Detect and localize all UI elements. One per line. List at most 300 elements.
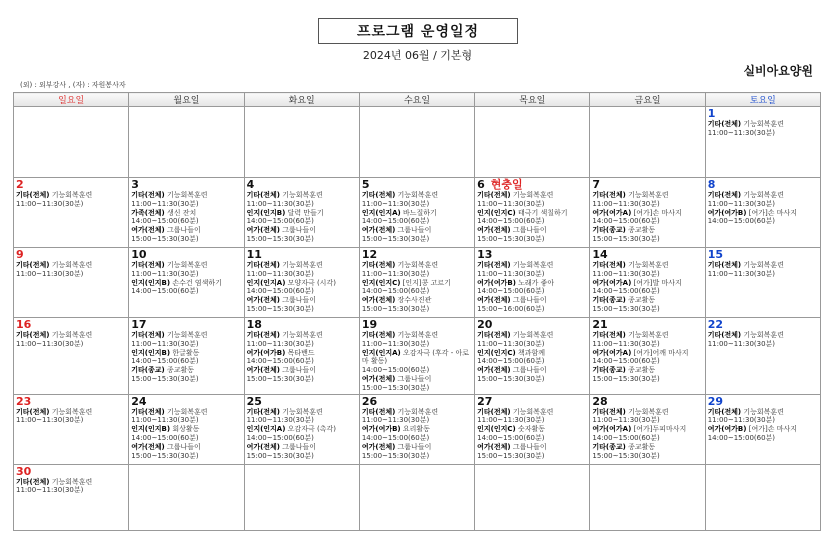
calendar-day-cell xyxy=(475,107,590,178)
day-number-value: 15 xyxy=(707,248,723,261)
program-name: 종교활동 xyxy=(166,366,195,375)
calendar-day-cell xyxy=(244,248,359,318)
program-entry xyxy=(247,366,357,384)
program-entry xyxy=(362,408,472,426)
program-entry xyxy=(477,279,587,297)
calendar-day-cell xyxy=(359,318,474,395)
program-entry xyxy=(362,443,472,461)
weekday-header-sat: 토요일 xyxy=(705,93,820,107)
weekday-header-thu: 목요일 xyxy=(475,93,590,107)
program-category: 기타(전체) xyxy=(707,407,742,416)
program-name: 그룹나들이 xyxy=(397,374,432,383)
program-entry xyxy=(131,226,241,244)
day-number-value: 21 xyxy=(592,318,608,331)
calendar-day-cell xyxy=(590,178,705,248)
program-entry xyxy=(592,366,702,384)
calendar-day-cell xyxy=(244,107,359,178)
calendar-day-cell xyxy=(244,318,359,395)
program-entry xyxy=(477,408,587,426)
program-category: 여가(전체) xyxy=(477,366,511,375)
program-name: 생신 잔치 xyxy=(166,208,197,217)
program-name: [여가]두피마사지 xyxy=(633,425,687,434)
program-time: 14:00~15:00(60분) xyxy=(361,366,430,375)
calendar-week-row xyxy=(14,248,821,318)
day-number-value: 29 xyxy=(707,394,723,408)
program-category: 인지(인지B) xyxy=(131,425,171,434)
day-number-value: 16 xyxy=(16,318,32,331)
day-number-value: 1 xyxy=(707,107,716,120)
day-number-value: 12 xyxy=(361,248,378,261)
program-category: 기타(전체) xyxy=(707,191,742,199)
program-time: 15:00~16:00(60분) xyxy=(477,304,545,313)
day-number-value: 9 xyxy=(16,248,24,261)
program-name: 기능회복훈련 xyxy=(51,477,93,486)
program-category: 여가(전체) xyxy=(246,226,281,235)
program-time: 15:00~15:30(30분) xyxy=(477,451,545,460)
program-name: 종교활동 xyxy=(628,296,656,305)
program-entry xyxy=(131,349,241,367)
program-category: 기타(전체) xyxy=(131,407,165,416)
program-entry xyxy=(362,191,472,209)
program-time: 11:00~11:30(30분) xyxy=(16,486,84,495)
day-number-value: 13 xyxy=(477,248,493,261)
program-entry xyxy=(131,331,241,349)
day-number-value: 23 xyxy=(16,394,32,408)
calendar-week-row xyxy=(14,178,821,248)
program-time: 11:00~11:30(30분) xyxy=(246,416,314,425)
program-category: 기타(전체) xyxy=(361,261,396,269)
calendar-day-cell xyxy=(244,464,359,530)
calendar-day-cell xyxy=(475,248,590,318)
program-category: 여가(전체) xyxy=(246,366,281,375)
day-number xyxy=(131,396,241,408)
calendar-day-cell xyxy=(14,178,129,248)
day-number xyxy=(477,179,587,191)
program-name: 그룹나들이 xyxy=(397,442,432,451)
program-time: 15:00~15:30(30분) xyxy=(246,304,314,313)
program-entry xyxy=(477,331,587,349)
program-category: 가족(전체) xyxy=(131,208,165,217)
program-name: 기능회복훈련 xyxy=(512,261,554,269)
calendar-day-cell xyxy=(590,318,705,395)
program-time: 11:00~11:30(30분) xyxy=(477,339,545,348)
program-time: 15:00~15:30(30분) xyxy=(592,374,660,383)
program-time: 11:00~11:30(30분) xyxy=(246,269,314,278)
program-name: 한글활동 xyxy=(172,348,200,357)
program-name: 달력 만들기 xyxy=(287,208,324,217)
program-entry xyxy=(592,261,702,279)
calendar-day-cell xyxy=(590,394,705,464)
day-number xyxy=(362,179,472,191)
program-category: 기타(종교) xyxy=(592,442,626,451)
calendar-day-cell xyxy=(475,394,590,464)
program-name: 기능회복훈련 xyxy=(51,407,93,416)
program-name: 손수건 염색하기 xyxy=(172,278,222,287)
program-entry xyxy=(362,261,472,279)
program-entry xyxy=(247,209,357,227)
calendar-day-cell xyxy=(129,394,244,464)
calendar-day-cell xyxy=(705,107,820,178)
program-entry xyxy=(247,279,357,297)
program-category: 인지(인지A) xyxy=(361,208,401,217)
program-category: 인지(인지B) xyxy=(131,348,171,357)
program-time: 11:00~11:30(30분) xyxy=(477,416,545,425)
day-number-value: 20 xyxy=(477,318,493,331)
program-name: 기능회복훈련 xyxy=(166,331,208,339)
program-category: 기타(전체) xyxy=(131,331,165,339)
day-number-value: 7 xyxy=(592,178,601,191)
program-category: 인지(인지A) xyxy=(361,348,401,357)
program-entry xyxy=(247,261,357,279)
calendar-day-cell xyxy=(359,248,474,318)
program-name: 오감자극 (후각 - 아로마 활동) xyxy=(361,348,469,366)
program-category: 기타(전체) xyxy=(131,191,165,199)
program-time: 11:00~11:30(30분) xyxy=(477,269,545,278)
program-name: 기능회복훈련 xyxy=(51,261,93,269)
program-time: 11:00~11:30(30분) xyxy=(361,339,430,348)
page-subtitle: 2024년 06월 / 기본형 xyxy=(362,49,473,62)
program-name: 그룹나들이 xyxy=(166,226,201,235)
program-category: 인지(인지A) xyxy=(246,425,286,434)
program-category: 기타(전체) xyxy=(16,331,50,339)
program-name: 그룹나들이 xyxy=(282,442,317,451)
program-category: 기타(전체) xyxy=(477,407,511,416)
program-name: 기능회복훈련 xyxy=(512,407,554,416)
calendar-day-cell xyxy=(359,464,474,530)
program-category: 기타(전체) xyxy=(246,407,281,416)
program-time: 11:00~11:30(30분) xyxy=(707,269,776,278)
program-name: 기능회복훈련 xyxy=(51,331,93,339)
program-category: 여가(여가B) xyxy=(707,425,747,434)
program-time: 14:00~15:00(60분) xyxy=(131,433,199,442)
weekday-header-wed: 수요일 xyxy=(359,93,474,107)
calendar-table xyxy=(13,92,821,531)
program-category: 기타(전체) xyxy=(477,191,511,199)
program-category: 기타(전체) xyxy=(592,407,626,416)
day-number-value: 24 xyxy=(131,394,147,408)
day-number-value: 17 xyxy=(131,318,147,331)
day-number xyxy=(708,179,818,191)
program-time: 14:00~15:00(60분) xyxy=(592,357,660,366)
legend-note: (외) : 외부강사 , (자) : 자원봉사자 xyxy=(20,81,126,89)
program-entry xyxy=(477,261,587,279)
program-entry xyxy=(592,226,702,244)
program-name: 그룹나들이 xyxy=(512,366,547,375)
calendar-day-cell xyxy=(14,464,129,530)
program-entry xyxy=(131,279,241,297)
program-category: 기타(종교) xyxy=(592,226,626,235)
calendar-week-row xyxy=(14,107,821,178)
day-number-value: 6 xyxy=(477,178,485,191)
day-number xyxy=(362,396,472,408)
program-entry xyxy=(362,209,472,227)
program-entry xyxy=(477,191,587,209)
program-time: 11:00~11:30(30분) xyxy=(131,416,199,425)
program-time: 14:00~15:00(60분) xyxy=(361,287,430,296)
program-time: 11:00~11:30(30분) xyxy=(592,339,660,348)
calendar-day-cell xyxy=(590,107,705,178)
page-title xyxy=(318,18,518,44)
program-name: 기능회복훈련 xyxy=(628,407,669,416)
program-name: 장수사진관 xyxy=(397,296,432,305)
program-entry xyxy=(708,209,818,227)
program-entry xyxy=(16,331,126,349)
program-name: 기능회복훈련 xyxy=(512,331,554,339)
day-number xyxy=(16,249,126,261)
program-name: 기능회복훈련 xyxy=(628,261,669,269)
day-number xyxy=(477,249,587,261)
program-name: 노래가 좋아 xyxy=(518,278,555,287)
program-category: 여가(전체) xyxy=(361,226,396,235)
program-name: 종교활동 xyxy=(628,226,656,235)
program-entry xyxy=(16,408,126,426)
program-category: 기타(전체) xyxy=(131,261,165,269)
program-name: 그룹나들이 xyxy=(397,226,432,235)
weekday-header-tue: 화요일 xyxy=(244,93,359,107)
program-category: 인지(인지A) xyxy=(246,278,286,287)
day-number-value: 2 xyxy=(16,178,24,191)
program-time: 11:00~11:30(30분) xyxy=(16,199,84,208)
program-name: 기능회복훈련 xyxy=(628,331,669,339)
calendar-day-cell xyxy=(359,107,474,178)
program-name: 기능회복훈련 xyxy=(743,331,784,339)
program-time: 11:00~11:30(30분) xyxy=(707,128,776,137)
program-time: 15:00~15:30(30분) xyxy=(477,374,545,383)
calendar-day-cell xyxy=(244,394,359,464)
day-number-value: 8 xyxy=(707,178,716,191)
program-time: 14:00~15:00(60분) xyxy=(246,357,314,366)
program-entry xyxy=(362,425,472,443)
day-number-value: 22 xyxy=(707,318,723,331)
weekday-header-fri: 금요일 xyxy=(590,93,705,107)
holiday-label: 현충일 xyxy=(490,178,523,191)
program-entry xyxy=(708,425,818,443)
day-number xyxy=(16,466,126,478)
calendar-day-cell xyxy=(244,178,359,248)
facility-name: 실비아요양원 xyxy=(743,64,813,78)
program-time: 15:00~15:30(30분) xyxy=(246,234,314,243)
program-name: 바느질하기 xyxy=(402,208,437,217)
program-category: 여가(전체) xyxy=(361,374,396,383)
program-category: 기타(전체) xyxy=(16,261,50,269)
day-number xyxy=(708,319,818,331)
program-time: 15:00~15:30(30분) xyxy=(131,374,199,383)
program-category: 여가(전체) xyxy=(246,296,281,305)
program-time: 14:00~15:00(60분) xyxy=(131,287,199,296)
program-name: [여가]손 마사지 xyxy=(748,208,797,217)
program-category: 여가(여가B) xyxy=(246,348,286,357)
program-entry xyxy=(592,408,702,426)
program-category: 인지(인지B) xyxy=(246,208,286,217)
program-name: 목타밴드 xyxy=(287,348,315,357)
calendar-day-cell xyxy=(129,178,244,248)
day-number xyxy=(362,319,472,331)
program-time: 11:00~11:30(30분) xyxy=(361,269,430,278)
program-name: 그룹나들이 xyxy=(282,226,317,235)
calendar-day-cell xyxy=(14,318,129,395)
program-name: 기능회복훈련 xyxy=(166,407,208,416)
program-entry xyxy=(131,261,241,279)
program-category: 기타(전체) xyxy=(592,331,626,339)
program-category: 여가(여가A) xyxy=(592,425,632,434)
program-category: 여가(여가B) xyxy=(361,425,401,434)
program-name: 그룹나들이 xyxy=(282,296,317,305)
calendar-day-cell xyxy=(14,248,129,318)
program-category: 기타(전체) xyxy=(246,191,281,199)
day-number xyxy=(708,108,818,120)
program-entry xyxy=(131,209,241,227)
program-entry xyxy=(131,191,241,209)
program-entry xyxy=(247,425,357,443)
day-number-value: 28 xyxy=(592,394,608,408)
program-name: [여가]손 마사지 xyxy=(748,425,797,434)
program-name: 기능회복훈련 xyxy=(397,407,439,416)
program-entry xyxy=(247,296,357,314)
program-entry xyxy=(592,279,702,297)
program-category: 기타(종교) xyxy=(592,296,626,305)
program-entry xyxy=(592,331,702,349)
program-time: 11:00~11:30(30분) xyxy=(246,199,314,208)
program-category: 여가(전체) xyxy=(131,226,165,235)
program-name: 기능회복훈련 xyxy=(743,407,784,416)
program-entry xyxy=(247,408,357,426)
program-name: 그룹나들이 xyxy=(166,442,201,451)
program-time: 14:00~15:00(60분) xyxy=(477,357,545,366)
calendar-day-cell xyxy=(475,464,590,530)
program-time: 11:00~11:30(30분) xyxy=(131,269,199,278)
program-name: 기능회복훈련 xyxy=(628,191,669,199)
program-name: 그룹나들이 xyxy=(512,442,547,451)
program-category: 기타(전체) xyxy=(707,331,742,339)
day-number-value: 4 xyxy=(246,178,255,191)
program-category: 기타(전체) xyxy=(361,191,396,199)
program-time: 14:00~15:00(60분) xyxy=(592,217,660,226)
calendar-day-cell xyxy=(475,318,590,395)
program-entry xyxy=(708,120,818,138)
calendar-day-cell xyxy=(14,394,129,464)
program-entry xyxy=(247,331,357,349)
program-entry xyxy=(477,209,587,227)
program-time: 14:00~15:00(60분) xyxy=(246,217,314,226)
day-number xyxy=(247,319,357,331)
program-entry xyxy=(131,408,241,426)
calendar-week-row xyxy=(14,464,821,530)
program-name: 기능회복훈련 xyxy=(397,191,439,199)
program-entry xyxy=(362,279,472,297)
program-name: 책과함께 xyxy=(517,348,546,357)
program-category: 기타(종교) xyxy=(592,366,626,375)
day-number xyxy=(477,396,587,408)
program-time: 11:00~11:30(30분) xyxy=(361,199,430,208)
page-title-text: 프로그램 운영일정 xyxy=(356,24,480,40)
program-category: 기타(전체) xyxy=(246,261,281,269)
day-number-value: 5 xyxy=(361,178,370,191)
program-category: 여가(전체) xyxy=(477,296,511,305)
program-entry xyxy=(708,261,818,279)
program-name: 모양자극 (시각) xyxy=(287,278,336,287)
day-number-value: 25 xyxy=(246,394,262,408)
program-entry xyxy=(708,331,818,349)
program-category: 인지(인지B) xyxy=(131,278,171,287)
program-entry xyxy=(592,443,702,461)
program-name: 기능회복훈련 xyxy=(166,261,208,269)
program-time: 14:00~15:00(60분) xyxy=(246,287,314,296)
program-name: 그룹나들이 xyxy=(512,296,547,305)
calendar-day-cell xyxy=(475,178,590,248)
program-time: 15:00~15:30(30분) xyxy=(592,234,660,243)
day-number xyxy=(592,396,702,408)
program-entry xyxy=(131,366,241,384)
weekday-header-row xyxy=(14,93,821,107)
day-number-value: 30 xyxy=(16,464,32,478)
day-number xyxy=(131,249,241,261)
program-time: 15:00~15:30(30분) xyxy=(361,234,430,243)
program-name: 기능회복훈련 xyxy=(397,331,439,339)
program-name: [여가]손 마사지 xyxy=(633,208,682,217)
program-time: 11:00~11:30(30분) xyxy=(707,339,776,348)
program-time: 11:00~11:30(30분) xyxy=(592,269,660,278)
calendar-day-cell xyxy=(359,178,474,248)
program-time: 15:00~15:30(30분) xyxy=(131,451,199,460)
program-name: 그룹나들이 xyxy=(282,366,317,375)
program-time: 15:00~15:30(30분) xyxy=(361,451,430,460)
program-category: 인지(인지C) xyxy=(477,208,516,217)
calendar-day-cell xyxy=(590,464,705,530)
program-category: 여가(전체) xyxy=(477,442,511,451)
program-name: 숫자활동 xyxy=(517,425,546,434)
program-entry xyxy=(477,226,587,244)
day-number xyxy=(247,249,357,261)
program-entry xyxy=(592,191,702,209)
program-category: 인지(인지C) xyxy=(477,348,516,357)
program-name: 기능회복훈련 xyxy=(282,331,323,339)
program-category: 기타(전체) xyxy=(477,331,511,339)
calendar-day-cell xyxy=(359,394,474,464)
calendar-day-cell xyxy=(129,107,244,178)
program-time: 14:00~15:00(60분) xyxy=(131,357,199,366)
program-entry xyxy=(247,443,357,461)
program-time: 14:00~15:00(60분) xyxy=(246,433,314,442)
day-number xyxy=(247,396,357,408)
calendar-day-cell xyxy=(705,394,820,464)
program-category: 기타(전체) xyxy=(246,331,281,339)
program-time: 14:00~15:00(60분) xyxy=(592,433,660,442)
day-number xyxy=(708,396,818,408)
program-name: 기능회복훈련 xyxy=(743,120,784,128)
program-category: 여가(여가A) xyxy=(592,348,632,357)
day-number-value: 27 xyxy=(477,394,493,408)
program-time: 11:00~11:30(30분) xyxy=(246,339,314,348)
day-number xyxy=(477,319,587,331)
weekday-header-mon: 월요일 xyxy=(129,93,244,107)
program-name: [여가]발 마사지 xyxy=(633,278,682,287)
program-entry xyxy=(592,425,702,443)
day-number xyxy=(592,179,702,191)
program-entry xyxy=(362,375,472,393)
program-name: 기능회복훈련 xyxy=(743,191,784,199)
program-name: 그룹나들이 xyxy=(512,226,547,235)
program-time: 14:00~15:00(60분) xyxy=(592,287,660,296)
program-name: [인지]콩 고르기 xyxy=(402,278,451,287)
program-entry xyxy=(247,191,357,209)
program-entry xyxy=(16,478,126,496)
calendar-week-row xyxy=(14,318,821,395)
program-time: 11:00~11:30(30분) xyxy=(592,199,660,208)
program-category: 기타(전체) xyxy=(361,331,396,339)
calendar-day-cell xyxy=(705,178,820,248)
program-category: 기타(전체) xyxy=(16,477,50,486)
calendar-week-row xyxy=(14,394,821,464)
